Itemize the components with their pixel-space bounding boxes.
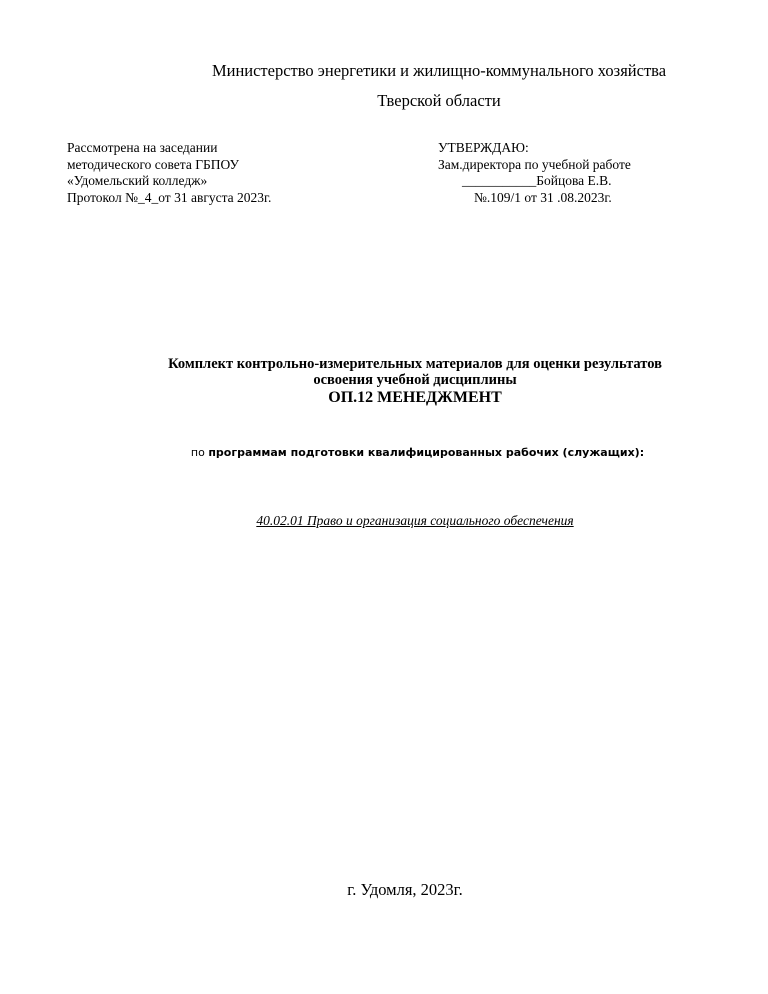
approved-signature: ___________Бойцова Е.В. bbox=[462, 173, 612, 188]
region-title: Тверской области bbox=[377, 91, 501, 110]
discipline-name: ОП.12 МЕНЕДЖМЕНТ bbox=[328, 389, 502, 406]
program-prefix: по bbox=[190, 446, 209, 459]
ministry-title: Министерство энергетики и жилищно-коммунального хозяйства bbox=[211, 61, 667, 80]
approved-order-number: №.109/1 от 31 .08.2023г. bbox=[474, 189, 612, 205]
approved-position: Зам.директора по учебной работе bbox=[438, 156, 631, 172]
city-year: г. Удомля, 2023г. bbox=[347, 880, 463, 899]
program-text: программам подготовки квалифицированных рабочих (служащих): bbox=[208, 446, 645, 459]
reviewed-line-2: методического совета ГБПОУ bbox=[67, 156, 240, 172]
approved-block bbox=[438, 140, 631, 206]
program-line bbox=[0, 446, 768, 459]
title-line-1: Комплект контрольно-измерительных материалов для оценки результатов bbox=[168, 356, 662, 372]
document-title bbox=[0, 356, 768, 407]
title-line-2: освоения учебной дисциплины bbox=[313, 372, 517, 388]
approved-heading: УТВЕРЖДАЮ: bbox=[438, 140, 529, 155]
reviewed-block bbox=[67, 140, 271, 206]
reviewed-protocol: Протокол №_4_от 31 августа 2023г. bbox=[67, 189, 272, 205]
specialty-name: 40.02.01 Право и организация социального обеспечения bbox=[256, 513, 574, 528]
reviewed-line-3: «Удомельский колледж» bbox=[67, 173, 208, 188]
reviewed-line-1: Рассмотрена на заседании bbox=[67, 140, 218, 155]
